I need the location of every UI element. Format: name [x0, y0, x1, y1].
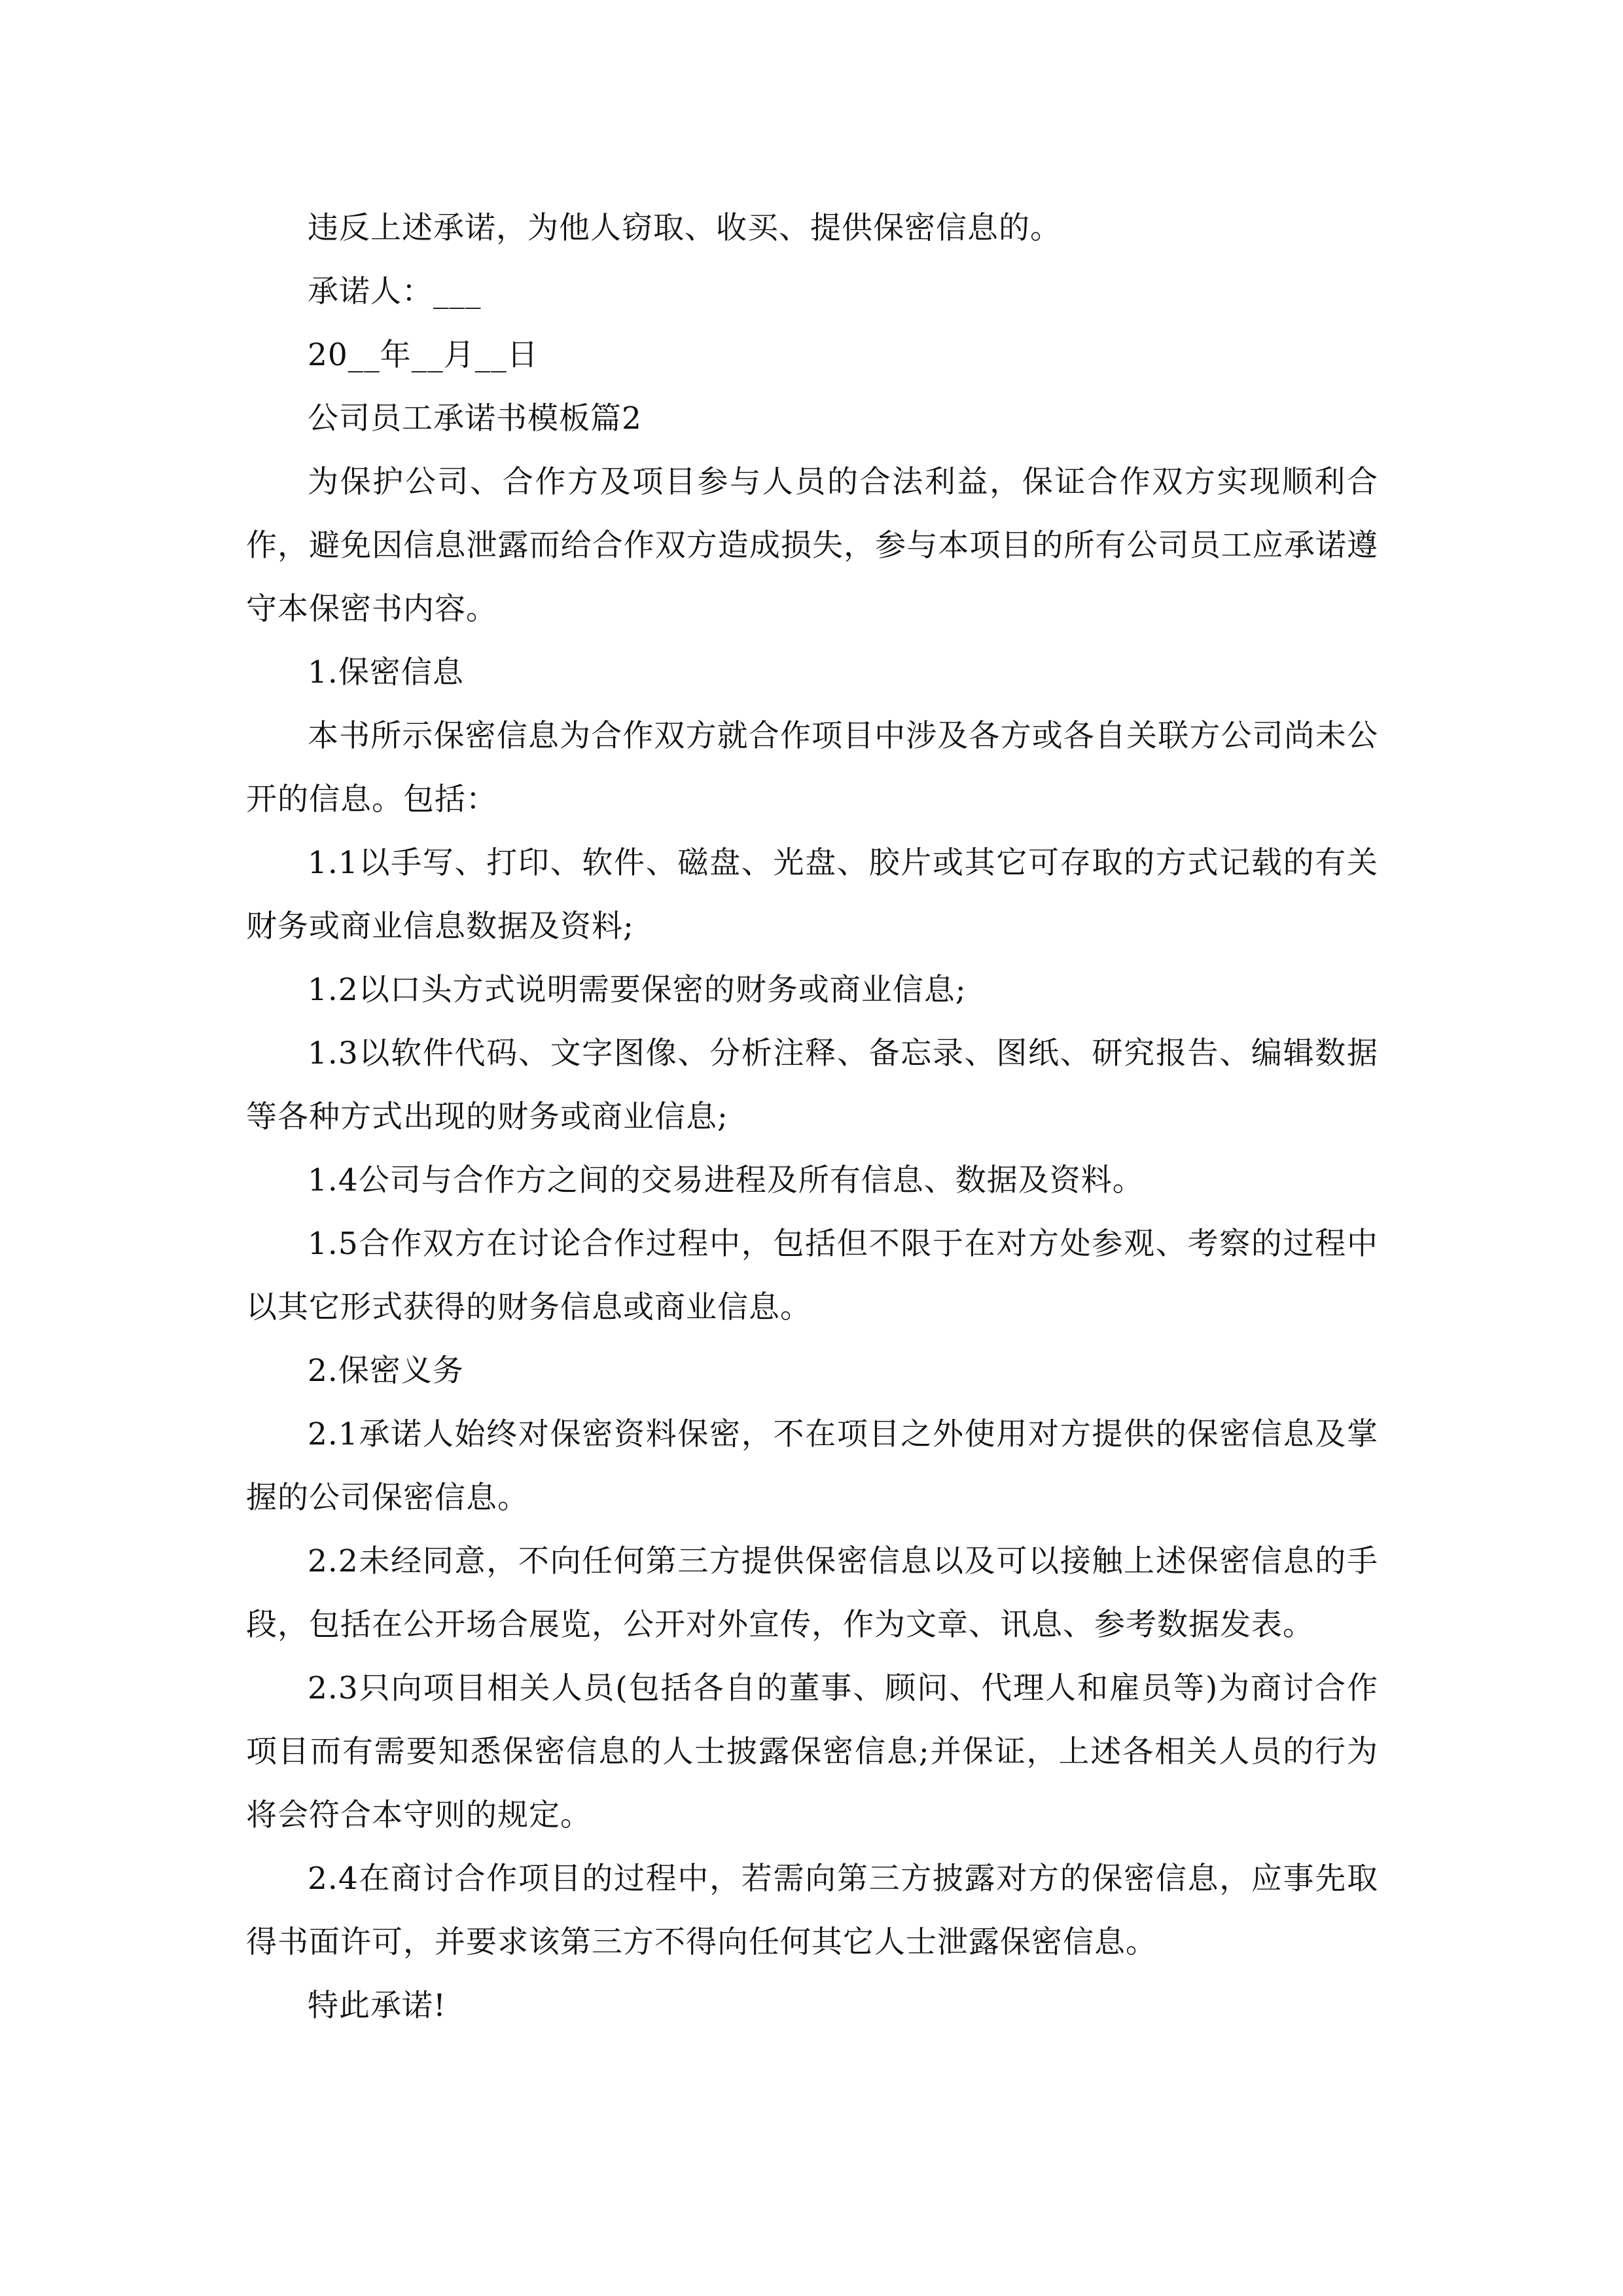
document-body — [246, 196, 1378, 2037]
clause-1-1: 1.1以手写、打印、软件、磁盘、光盘、胶片或其它可存取的方式记载的有关财务或商业信息数据及资料; — [246, 845, 1378, 944]
paragraph-confidential-definition: 本书所示保密信息为合作双方就合作项目中涉及各方或各自关联方公司尚未公开的信息。包括： — [246, 718, 1378, 817]
clause-1-4: 1.4公司与合作方之间的交易进程及所有信息、数据及资料。 — [308, 1162, 1144, 1198]
section-title: 公司员工承诺书模板篇2 — [308, 401, 642, 437]
clause-2-2: 2.2未经同意，不向任何第三方提供保密信息以及可以接触上述保密信息的手段，包括在公开场合展览，公开对外宣传，作为文章、讯息、参考数据发表。 — [246, 1543, 1378, 1643]
clause-2-1: 2.1承诺人始终对保密资料保密，不在项目之外使用对方提供的保密信息及掌握的公司保密信息。 — [246, 1416, 1378, 1516]
heading-confidential-info: 1.保密信息 — [308, 655, 464, 691]
paragraph-violation: 违反上述承诺，为他人窃取、收买、提供保密信息的。 — [308, 210, 1061, 246]
closing-statement: 特此承诺! — [308, 1988, 446, 2024]
paragraph-intro: 为保护公司、合作方及项目参与人员的合法利益，保证合作双方实现顺利合作，避免因信息泄露而给合作双方造成损失，参与本项目的所有公司员工应承诺遵守本保密书内容。 — [246, 464, 1378, 627]
promisor-line: 承诺人：___ — [308, 274, 482, 310]
clause-1-2: 1.2以口头方式说明需要保密的财务或商业信息; — [308, 972, 967, 1008]
clause-2-4: 2.4在商讨合作项目的过程中，若需向第三方披露对方的保密信息，应事先取得书面许可，并要求该第三方不得向任何其它人士泄露保密信息。 — [246, 1861, 1378, 1960]
clause-1-5: 1.5合作双方在讨论合作过程中，包括但不限于在对方处参观、考察的过程中以其它形式获得的财务信息或商业信息。 — [246, 1226, 1378, 1325]
date-line: 20__年__月__日 — [308, 337, 539, 373]
heading-confidential-duty: 2.保密义务 — [308, 1353, 464, 1389]
clause-1-3: 1.3以软件代码、文字图像、分析注释、备忘录、图纸、研究报告、编辑数据等各种方式出现的财务或商业信息; — [246, 1035, 1378, 1135]
clause-2-3: 2.3只向项目相关人员(包括各自的董事、顾问、代理人和雇员等)为商讨合作项目而有需要知悉保密信息的人士披露保密信息;并保证，上述各相关人员的行为将会符合本守则的规定。 — [246, 1670, 1378, 1833]
